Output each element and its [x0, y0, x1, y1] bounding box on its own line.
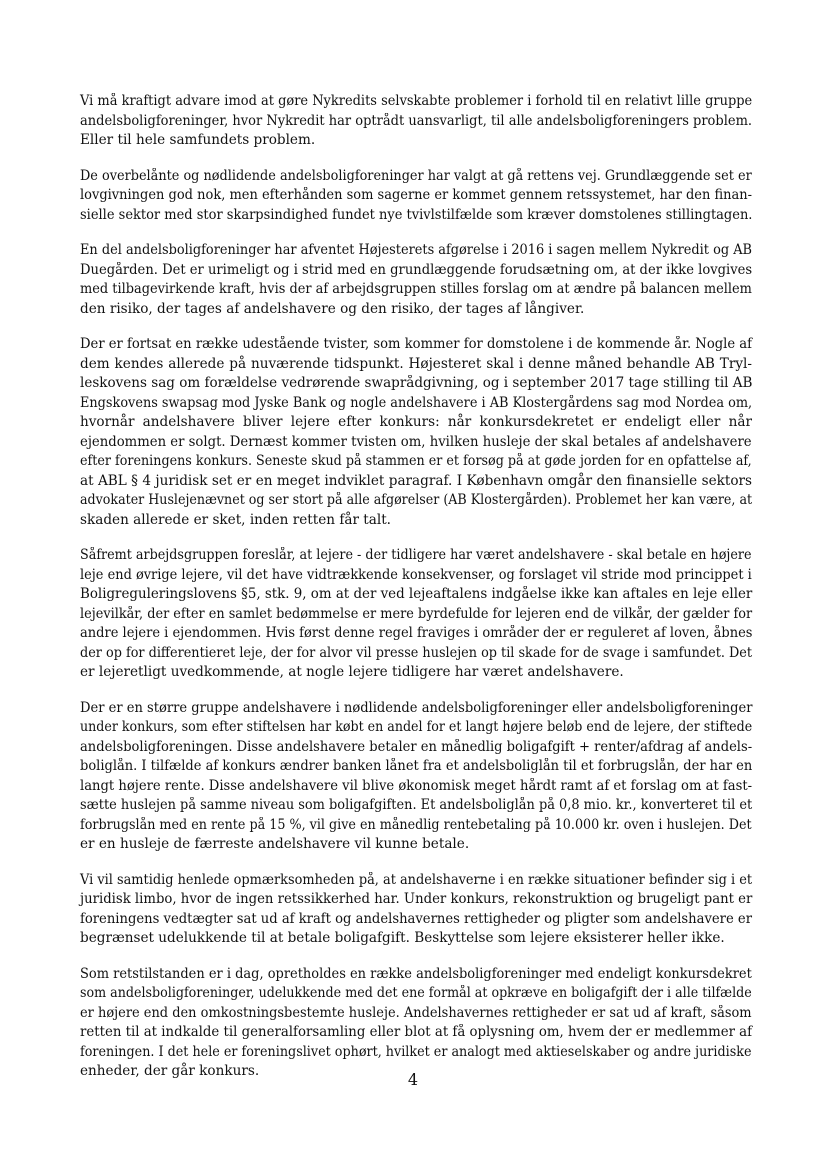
- text-line: enheder, der går konkurs.: [80, 1063, 260, 1079]
- text-line: er lejeretligt uvedkommende, at nogle lejere tidligere har været andelshavere.: [80, 664, 624, 680]
- text-line: efter foreningens konkurs. Seneste skud på stammen er et forsøg på at gøde jorden for en opfattelse af,: [80, 453, 752, 469]
- text-line: foreningens vedtægter sat ud af kraft og andelshavernes rettigheder og pligter som andelshavere er: [80, 910, 752, 927]
- text-line: retten til at indkalde til generalforsamling eller blot at få oplysning om, hvem der er medlemmer af: [80, 1024, 753, 1040]
- text-line: ejendommen er solgt. Dernæst kommer tvisten om, hvilken husleje der skal betales af andelshavere: [80, 433, 752, 450]
- text-line: er højere end den omkostningsbestemte husleje. Andelshavernes rettigheder er sat ud af kraft, såsom: [80, 1004, 752, 1021]
- text-line: under konkurs, som efter stiftelsen har købt en andel for et langt højere beløb end de lejere, der stiftede: [80, 719, 753, 735]
- text-line: at ABL § 4 juridisk set er en meget indviklet paragraf. I København omgår den finansielle sektors: [80, 472, 752, 489]
- text-line: Som retstilstanden er i dag, opretholdes en række andelsboligforeninger med endeligt konkursdekret: [80, 965, 752, 982]
- paragraph: [80, 546, 752, 683]
- paragraph: [80, 699, 752, 855]
- text-line: Duegården. Det er urimeligt og i strid med en grundlæggende forudsætning om, at der ikke lovgives: [80, 261, 753, 278]
- text-line: Der er en større gruppe andelshavere i nødlidende andelsboligforeninger eller andelsboligforeninger: [80, 699, 753, 716]
- text-line: Såfremt arbejdsgruppen foreslår, at lejere - der tidligere har været andelshavere - skal betale en højere: [80, 547, 752, 563]
- text-line: leje end øvrige lejere, vil det have vidtrækkende konsekvenser, og forslaget vil stride mod princippet i: [80, 566, 752, 583]
- text-line: De overbelånte og nødlidende andelsboligforeninger har valgt at gå rettens vej. Grundlæggende set er: [80, 167, 752, 184]
- text-line: med tilbagevirkende kraft, hvis der af arbejdsgruppen stilles forslag om at ændre på balancen mellem: [80, 281, 752, 297]
- text-line: skaden allerede er sket, inden retten får talt.: [80, 511, 391, 528]
- paragraph: [80, 241, 752, 319]
- text-line: Boligreguleringslovens §5, stk. 9, om at der ved lejeaftalens indgåelse ikke kan aftales en leje eller: [80, 586, 753, 602]
- text-line: Vi må kraftigt advare imod at gøre Nykredits selvskabte problemer i forhold til en relativt lille gruppe: [80, 93, 753, 109]
- text-line: sielle sektor med stor skarpsindighed fundet nye tvivlstilfælde som kræver domstolenes stillingtagen.: [80, 206, 753, 223]
- text-line: begrænset udelukkende til at betale boligafgift. Beskyttelse som lejere eksisterer heller ikke.: [80, 930, 725, 946]
- text-line: En del andelsboligforeninger har afventet Højesterets afgørelse i 2016 i sagen mellem Nykredit og AB: [80, 242, 753, 258]
- text-line: hvornår andelshavere bliver lejere efter konkurs: når konkursdekretet er endeligt eller når: [80, 414, 752, 430]
- text-line: andelsboligforeningen. Disse andelshavere betaler en månedlig boligafgift + renter/afdrag af andels-: [80, 738, 753, 755]
- text-line: Engskovens swapsag mod Jyske Bank og nogle andelshavere i AB Klostergårdens sag mod Nordea om,: [80, 394, 753, 411]
- text-line: leskovens sag om forældelse vedrørende swaprådgivning, og i september 2017 tage stilling til AB: [80, 375, 753, 391]
- text-line: Vi vil samtidig henlede opmærksomheden på, at andelshaverne i en række situationer befinder sig i et: [80, 871, 753, 888]
- text-line: som andelsboligforeninger, udelukkende med det ene formål at opkræve en boligafgift der i alle tilfælde: [80, 985, 752, 1001]
- text-line: er en husleje de færreste andelshavere vil kunne betale.: [80, 836, 470, 852]
- text-line: langt højere rente. Disse andelshavere vil blive økonomisk meget hårdt ramt af et forslag om at fast-: [80, 777, 753, 794]
- text-line: andelsboligforeninger, hvor Nykredit har optrådt uansvarligt, til alle andelsboligforeningers problem.: [80, 112, 753, 129]
- text-line: juridisk limbo, hvor de ingen retssikkerhed har. Under konkurs, rekonstruktion og brugeligt pant er: [80, 891, 753, 907]
- text-line: dem kendes allerede på nuværende tidspunkt. Højesteret skal i denne måned behandle AB Tryl-: [80, 355, 752, 372]
- text-line: sætte huslejen på samme niveau som boligafgiften. Et andelsboliglån på 0,8 mio. kr., konverteret til et: [80, 797, 753, 813]
- text-line: lovgivningen god nok, men efterhånden som sagerne er kommet gennem retssystemet, har den finan-: [80, 187, 753, 203]
- text-line: Der er fortsat en række udestående tvister, som kommer for domstolene i de kommende år. Nogle af: [80, 336, 753, 352]
- text-line: lejevilkår, der efter en samlet bedømmelse er mere byrdefulde for lejeren end de vilkår, der gælder for: [80, 605, 753, 622]
- paragraph: [80, 92, 752, 151]
- paragraph: [80, 965, 752, 1082]
- text-line: andre lejere i ejendommen. Hvis først denne regel fraviges i områder der er reguleret af loven, åbnes: [80, 625, 753, 641]
- page-number: 4: [407, 1070, 419, 1089]
- text-line: der op for differentieret leje, der for alvor vil presse huslejen op til skade for de svage i samfundet. Det: [80, 644, 752, 661]
- paragraph: [80, 335, 752, 530]
- paragraph: [80, 871, 752, 949]
- text-line: foreningen. I det hele er foreningslivet ophørt, hvilket er analogt med aktieselskaber og andre juridiske: [80, 1043, 752, 1060]
- paragraph: [80, 167, 752, 226]
- text-line: Eller til hele samfundets problem.: [80, 132, 316, 148]
- text-line: boliglån. I tilfælde af konkurs ændrer banken lånet fra et andelsboliglån til et forbrugslån, der har en: [80, 758, 753, 774]
- text-line: forbrugslån med en rente på 15 %, vil give en månedlig rentebetaling på 10.000 kr. oven i huslejen. Det: [80, 816, 752, 833]
- text-line: den risiko, der tages af andelshavere og den risiko, der tages af långiver.: [80, 300, 585, 317]
- document-body: [80, 92, 752, 1098]
- text-line: advokater Huslejenævnet og ser stort på alle afgørelser (AB Klostergården). Problemet her kan være, at: [80, 492, 753, 508]
